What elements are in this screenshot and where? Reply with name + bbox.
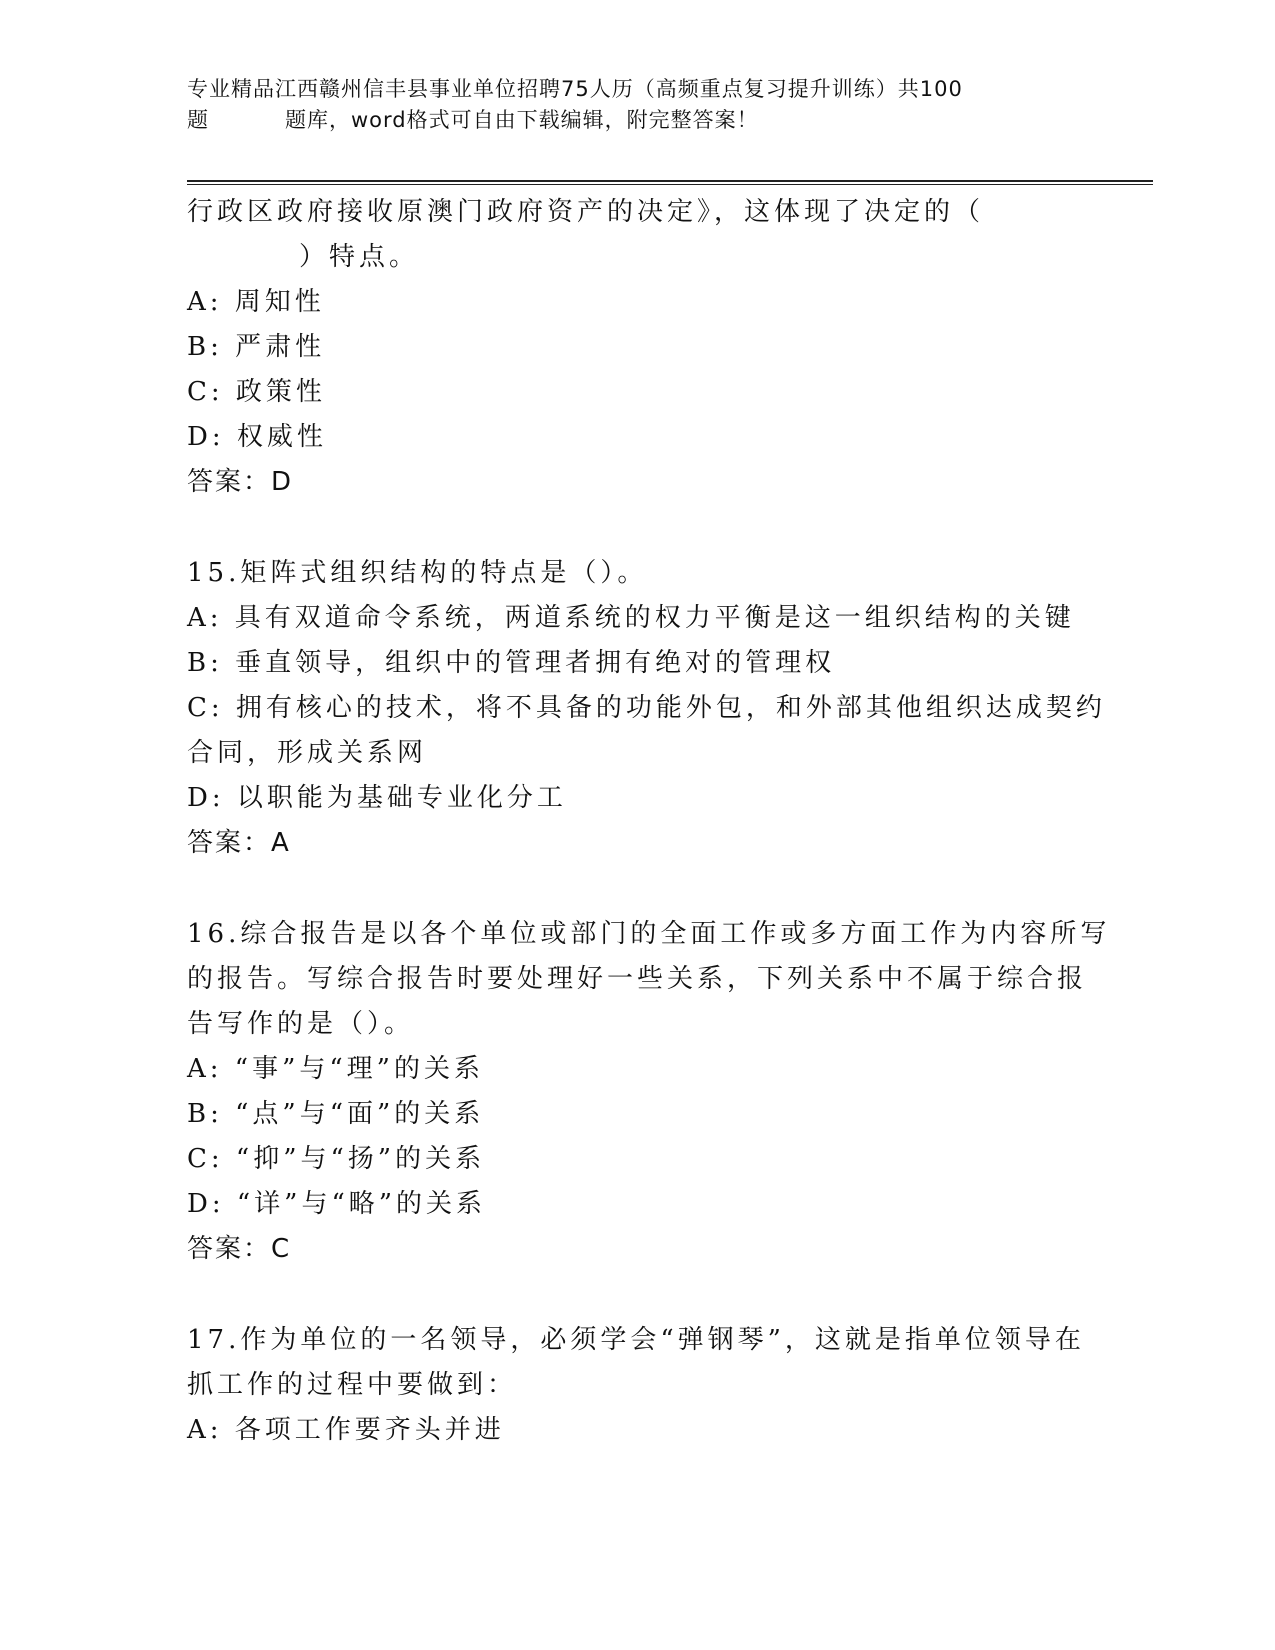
option-a: A: 周知性 <box>187 287 325 317</box>
option-a: A: 具有双道命令系统，两道系统的权力平衡是这一组织结构的关键 <box>187 603 1075 633</box>
answer: 答案：D <box>187 467 294 497</box>
header-divider-thick <box>187 180 1153 182</box>
option-d: D: 权威性 <box>187 422 327 452</box>
option-c: C: 拥有核心的技术，将不具备的功能外包，和外部其他组织达成契约 <box>187 693 1106 723</box>
question-stem-line: 16.综合报告是以各个单位或部门的全面工作或多方面工作为内容所写 <box>187 919 1111 949</box>
option-b: B: “点”与“面”的关系 <box>187 1099 485 1129</box>
document-header <box>187 74 1087 136</box>
header-title-line-1: 专业精品江西赣州信丰县事业单位招聘75人历（高频重点复习提升训练）共100 <box>187 77 963 101</box>
question-16 <box>187 912 1111 1272</box>
question-stem-line: 告写作的是（）。 <box>187 1009 415 1039</box>
question-stem-line: 行政区政府接收原澳门政府资产的决定》，这体现了决定的（ <box>187 197 985 227</box>
option-a: A: “事”与“理”的关系 <box>187 1054 484 1084</box>
answer: 答案：A <box>187 828 291 858</box>
document-body <box>187 190 1111 1453</box>
answer: 答案：C <box>187 1234 292 1264</box>
question-stem-line: 15.矩阵式组织结构的特点是（）。 <box>187 558 648 588</box>
question-stem-line: 17.作为单位的一名领导，必须学会“弹钢琴”，这就是指单位领导在 <box>187 1325 1085 1355</box>
header-divider-thin <box>187 184 1153 185</box>
option-d: D: “详”与“略”的关系 <box>187 1189 487 1219</box>
question-17 <box>187 1318 1087 1453</box>
question-stem-line: 抓工作的过程中要做到： <box>187 1370 518 1400</box>
option-b: B: 垂直领导，组织中的管理者拥有绝对的管理权 <box>187 648 836 678</box>
option-b: B: 严肃性 <box>187 332 326 362</box>
option-c-continued: 合同，形成关系网 <box>187 738 428 768</box>
question-15 <box>187 551 1106 866</box>
header-title-line-2-right: 题库，word格式可自由下载编辑，附完整答案！ <box>285 108 759 132</box>
option-c: C: 政策性 <box>187 377 326 407</box>
header-title-line-2 <box>187 105 1087 136</box>
question-14 <box>187 190 1087 505</box>
question-stem-line: 的报告。写综合报告时要处理好一些关系，下列关系中不属于综合报 <box>187 964 1088 994</box>
option-a: A: 各项工作要齐头并进 <box>187 1415 505 1445</box>
header-title-line-2-left: 题 <box>187 108 209 132</box>
question-stem-line: ）特点。 <box>299 242 420 272</box>
option-d: D: 以职能为基础专业化分工 <box>187 783 567 813</box>
option-c: C: “抑”与“扬”的关系 <box>187 1144 486 1174</box>
